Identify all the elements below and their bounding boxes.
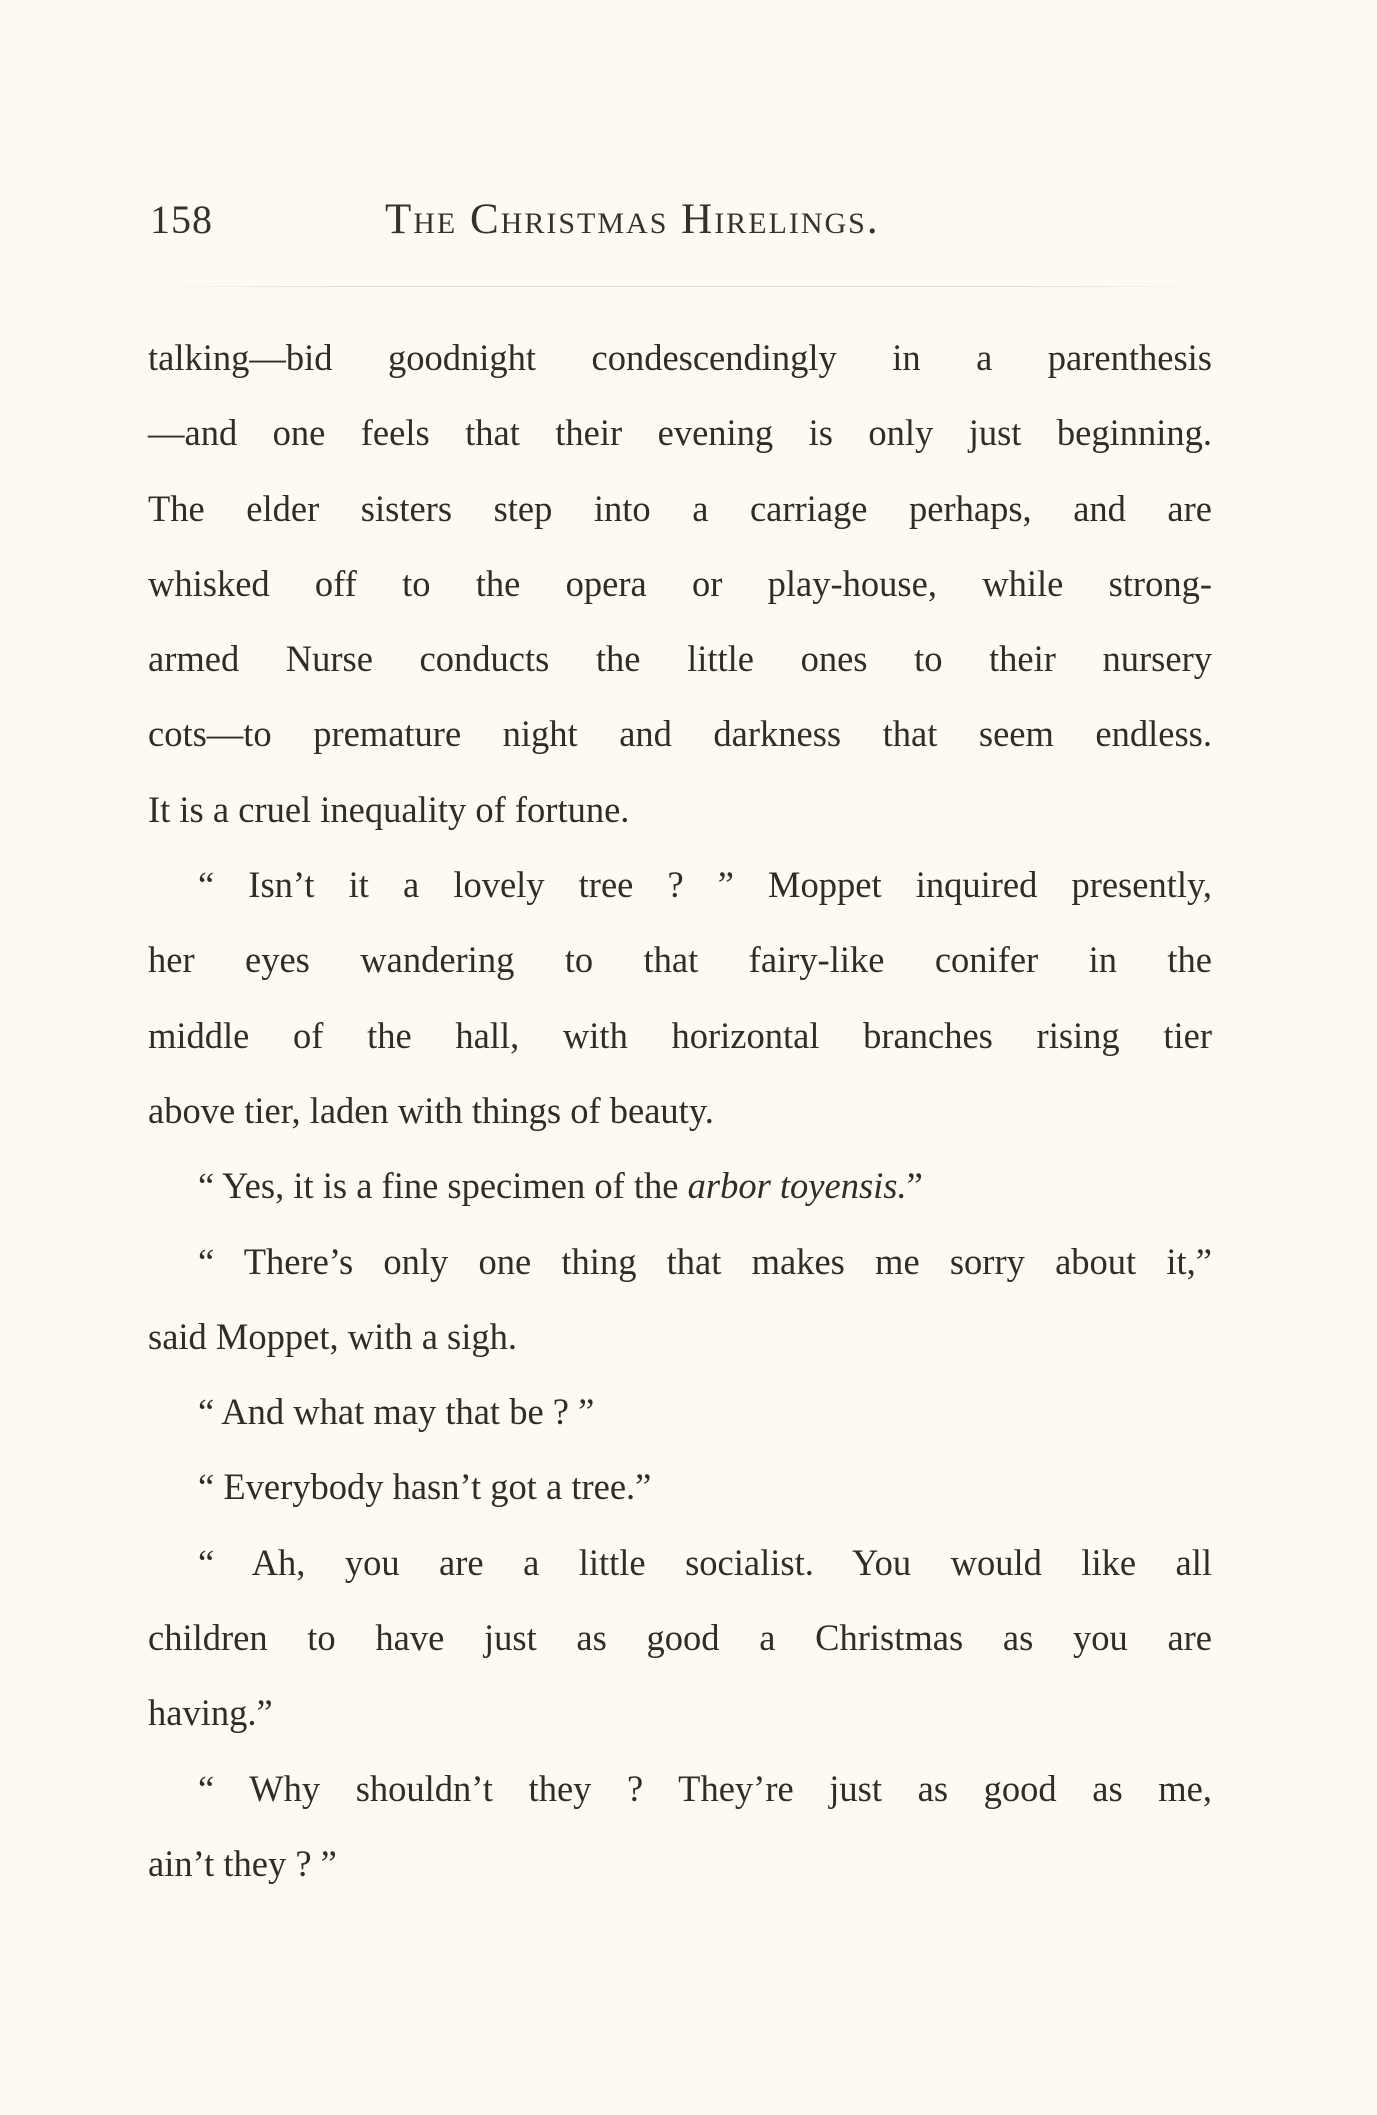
body-text (148, 320, 1212, 1901)
text-line: “ Isn’t it a lovely tree ? ” Moppet inquired presently, (198, 864, 1212, 906)
page-header (150, 190, 1210, 250)
text-line: talking—bid goodnight condescendingly in a parenthesis (148, 337, 1212, 378)
text-line: ain’t they ? ” (148, 1842, 337, 1884)
header-divider (150, 286, 1210, 287)
text-line: “ Everybody hasn’t got a tree.” (198, 1466, 652, 1508)
text-line: middle of the hall, with horizontal branches rising tier (148, 1014, 1212, 1056)
text-line: her eyes wandering to that fairy-like conifer in the (148, 939, 1212, 981)
text-line: said Moppet, with a sigh. (148, 1315, 518, 1357)
text-line: armed Nurse conducts the little ones to their nursery (148, 638, 1212, 680)
text-line: “ And what may that be ? ” (198, 1391, 595, 1433)
text-line: “ There’s only one thing that makes me sorry about it,” (198, 1240, 1212, 1282)
text-line: having.” (148, 1692, 273, 1734)
text-line: children to have just as good a Christmas as you are (148, 1617, 1212, 1659)
italic-phrase: arbor toyensis. (687, 1165, 907, 1207)
text-line: —and one feels that their evening is only just beginning. (148, 412, 1212, 454)
text-line: cots—to premature night and darkness that seem endless. (148, 713, 1212, 755)
text-line: It is a cruel inequality of fortune. (148, 788, 630, 830)
text-line: above tier, laden with things of beauty. (148, 1089, 714, 1131)
running-title: The Christmas Hirelings. (385, 196, 880, 243)
text-segment: ” (906, 1165, 923, 1207)
text-line: whisked off to the opera or play-house, while strong- (148, 562, 1212, 604)
text-line: “ Ah, you are a little socialist. You would like all (198, 1541, 1212, 1583)
text-line: “ Why shouldn’t they ? They’re just as good as me, (198, 1767, 1212, 1809)
page-number: 158 (150, 197, 213, 242)
text-line (148, 1148, 1212, 1223)
text-line: The elder sisters step into a carriage perhaps, and are (148, 487, 1212, 529)
text-segment: “ Yes, it is a fine specimen of the (198, 1165, 688, 1207)
